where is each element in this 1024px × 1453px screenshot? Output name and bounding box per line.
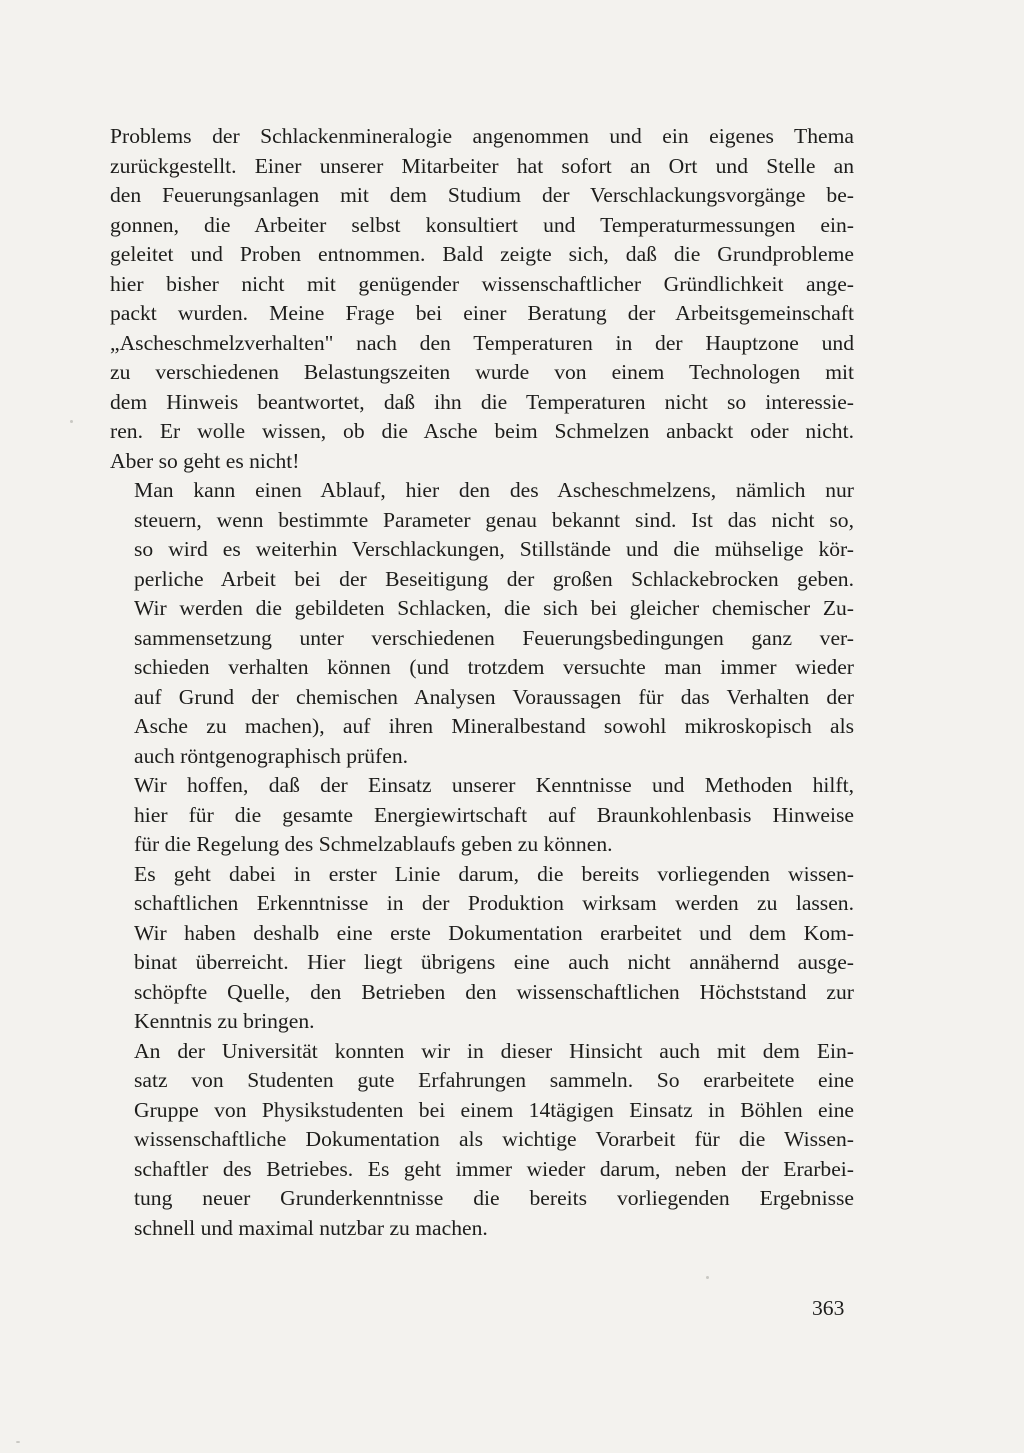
text-line: „Ascheschmelzverhalten" nach den Temperaturen in der Hauptzone und [110, 330, 854, 355]
paper-speck [706, 1276, 709, 1279]
text-line: so wird es weiterhin Verschlackungen, Stillstände und die mühselige kör- [134, 537, 854, 561]
text-line: schaftler des Betriebes. Es geht immer wieder darum, neben der Erarbei- [134, 1156, 854, 1181]
text-line: perliche Arbeit bei der Beseitigung der großen Schlackebrocken geben. [134, 566, 854, 591]
text-line: binat überreicht. Hier liegt übrigens eine auch nicht annähernd ausge- [134, 950, 854, 974]
text-line: schöpfte Quelle, den Betrieben den wissenschaftlichen Höchststand zur [134, 979, 854, 1004]
text-line: geleitet und Proben entnommen. Bald zeigte sich, daß die Grundprobleme [110, 242, 854, 266]
text-line: zurückgestellt. Einer unserer Mitarbeiter hat sofort an Ort und Stelle an [110, 153, 854, 178]
text-line: Asche zu machen), auf ihren Mineralbestand sowohl mikroskopisch als [134, 714, 854, 738]
text-line: schieden verhalten können (und trotzdem versuchte man immer wieder [134, 655, 854, 679]
text-line: steuern, wenn bestimmte Parameter genau bekannt sind. Ist das nicht so, [134, 507, 854, 532]
paragraph-1 [110, 122, 854, 476]
text-line: Kenntnis zu bringen. [134, 1009, 315, 1033]
text-line: schaftlichen Erkenntnisse in der Produktion wirksam werden zu lassen. [134, 891, 854, 915]
text-line: Wir werden die gebildeten Schlacken, die sich bei gleicher chemischer Zu- [134, 596, 854, 620]
text-line: für die Regelung des Schmelzablaufs geben zu können. [134, 832, 613, 856]
text-line: An der Universität konnten wir in dieser Hinsicht auch mit dem Ein- [134, 1038, 854, 1063]
text-line: auch röntgenographisch prüfen. [134, 743, 409, 768]
text-line: Problems der Schlackenmineralogie angenommen und ein eigenes Thema [110, 124, 854, 148]
paragraph-2 [110, 476, 854, 771]
body-text [110, 122, 854, 1243]
text-line: Aber so geht es nicht! [110, 448, 300, 473]
text-line: wissenschaftliche Dokumentation als wichtige Vorarbeit für die Wissen- [134, 1127, 854, 1151]
text-line: sammensetzung unter verschiedenen Feuerungsbedingungen ganz ver- [134, 625, 854, 650]
text-line: dem Hinweis beantwortet, daß ihn die Temperaturen nicht so interessie- [110, 389, 854, 414]
text-line: Wir hoffen, daß der Einsatz unserer Kenntnisse und Methoden hilft, [134, 773, 854, 797]
text-line: Man kann einen Ablauf, hier den des Ascheschmelzens, nämlich nur [134, 478, 854, 502]
text-line: tung neuer Grunderkenntnisse die bereits vorliegenden Ergebnisse [134, 1186, 854, 1210]
text-line: ren. Er wolle wissen, ob die Asche beim Schmelzen anbackt oder nicht. [110, 419, 854, 443]
text-line: packt wurden. Meine Frage bei einer Beratung der Arbeitsgemeinschaft [110, 301, 854, 325]
text-line: auf Grund der chemischen Analysen Voraussagen für das Verhalten der [134, 684, 854, 709]
paragraph-5 [110, 1037, 854, 1244]
text-line: satz von Studenten gute Erfahrungen sammeln. So erarbeitete eine [134, 1068, 854, 1092]
text-line: hier für die gesamte Energiewirtschaft auf Braunkohlenbasis Hinweise [134, 802, 854, 827]
paper-speck [70, 420, 73, 423]
text-line: schnell und maximal nutzbar zu machen. [134, 1215, 488, 1240]
text-line: hier bisher nicht mit genügender wissenschaftlicher Gründlichkeit ange- [110, 271, 854, 296]
text-line: gonnen, die Arbeiter selbst konsultiert und Temperaturmessungen ein- [110, 212, 854, 237]
text-line: Wir haben deshalb eine erste Dokumentation erarbeitet und dem Kom- [134, 920, 854, 945]
page-number: 363 [812, 1296, 845, 1320]
paper-speck [16, 1441, 20, 1443]
paragraph-4 [110, 860, 854, 1037]
text-line: Es geht dabei in erster Linie darum, die bereits vorliegenden wissen- [134, 861, 854, 886]
text-line: zu verschiedenen Belastungszeiten wurde von einem Technologen mit [110, 360, 854, 384]
text-line: Gruppe von Physikstudenten bei einem 14tägigen Einsatz in Böhlen eine [134, 1097, 854, 1122]
text-line: den Feuerungsanlagen mit dem Studium der Verschlackungsvorgänge be- [110, 183, 854, 207]
paragraph-3 [110, 771, 854, 860]
